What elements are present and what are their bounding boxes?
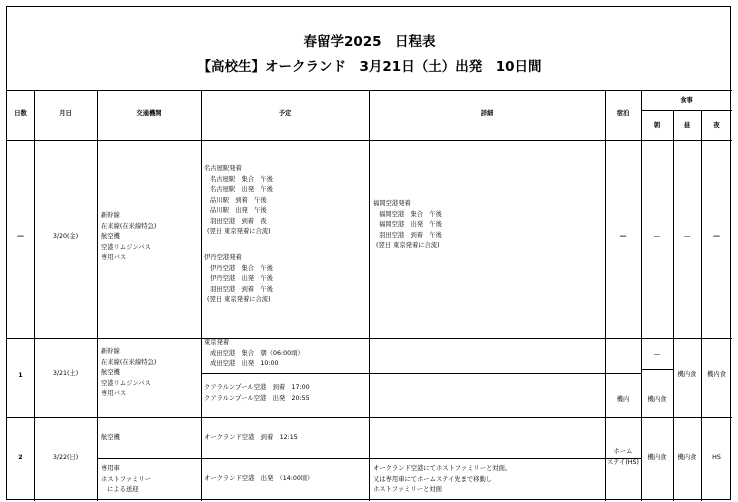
header-schedule: 予定 xyxy=(278,110,292,117)
transport-item: 専用バス xyxy=(101,390,127,397)
schedule-line: 名古屋駅発着 xyxy=(204,165,242,172)
col-rule xyxy=(369,90,370,501)
details-line: オークランド空港にてホストファミリーと対面。 xyxy=(373,465,512,472)
meal-subheader-rule xyxy=(641,110,732,111)
schedule-tokyo xyxy=(204,338,304,370)
row-lunch: ― xyxy=(683,233,691,240)
schedule-line: 品川駅 到着 午後 xyxy=(210,196,267,204)
transport-item: 航空機 xyxy=(101,369,120,376)
header-breakfast: 朝 xyxy=(653,122,661,129)
row-dinner: 機内食 xyxy=(707,371,726,378)
col-rule xyxy=(641,90,642,501)
details-line: ホストファミリーと対面 xyxy=(373,486,442,493)
col-rule xyxy=(701,110,702,501)
col-rule xyxy=(97,90,98,501)
header-dinner: 夜 xyxy=(713,122,720,129)
page-subtitle: 【高校生】オークランド 3月21日（土）出発 10日間 xyxy=(197,59,542,75)
schedule-line: 品川駅 出発 午後 xyxy=(210,207,267,214)
transport-item: 専用車 xyxy=(101,465,120,472)
schedule-line: 羽田空港 到着 午後 xyxy=(210,285,273,293)
row-day: ― xyxy=(17,233,24,240)
transport-item: による送迎 xyxy=(107,486,139,493)
row-lunch: 機内食 xyxy=(677,371,697,378)
transport-item: ホストファミリー xyxy=(101,475,152,483)
details-hostfamily xyxy=(373,464,511,496)
transport-item: 新幹線 xyxy=(101,348,120,355)
transport-item: 航空機 xyxy=(101,233,120,240)
row-transport-list xyxy=(101,211,156,264)
schedule-line: (翌日 東京発着に合流) xyxy=(207,228,271,235)
details-line: 又は専用車にてホームステイ先まで移動し xyxy=(373,475,493,483)
details-line: 羽田空港 到着 午後 xyxy=(379,231,442,239)
schedule-line: 伊丹空港 出発 午後 xyxy=(210,275,273,282)
transport-item: 空港リムジンバス xyxy=(101,243,151,251)
details-line: 福岡空港発着 xyxy=(373,200,411,207)
transport-item: 空港リムジンバス xyxy=(101,379,151,387)
row-stay: ホーム xyxy=(613,448,633,455)
schedule-line: クアラルンプール空港 出発 20:55 xyxy=(204,394,310,402)
transport-item: 航空機 xyxy=(101,434,120,441)
header-meals: 食事 xyxy=(680,97,693,104)
row-dinner: ― xyxy=(713,233,720,240)
details-line: (翌日 東京発着に合流) xyxy=(376,242,440,249)
header-details: 詳細 xyxy=(480,110,494,117)
header-date: 月日 xyxy=(59,110,72,117)
row-date: 3/20(金) xyxy=(52,233,79,240)
col-rule xyxy=(605,90,606,501)
schedule-line: 成田空港 集合 朝（06:00頃） xyxy=(210,349,304,357)
transport-item: 新幹線 xyxy=(101,212,120,219)
row-dinner: HS xyxy=(712,454,721,461)
row-sub-divider xyxy=(201,373,641,374)
schedule-line: オークランド空港 到着 12:15 xyxy=(204,434,298,441)
row-lunch: 機内食 xyxy=(677,454,697,461)
row-transport-list xyxy=(101,347,156,400)
row-stay: 機内 xyxy=(616,396,630,403)
page-title: 春留学2025 日程表 xyxy=(303,34,436,50)
schedule-line: クアラルンプール空港 到着 17:00 xyxy=(204,384,310,391)
transport-item: 専用バス xyxy=(101,254,127,261)
schedule-itami xyxy=(204,253,273,306)
header-lunch: 昼 xyxy=(683,122,691,129)
schedule-line: オークランド空港 出発 （14:00頃） xyxy=(204,475,314,482)
row-day: 2 xyxy=(18,454,23,461)
schedule-kualalumpur xyxy=(204,383,310,404)
header-day: 日数 xyxy=(14,110,27,117)
row-date: 3/22(日) xyxy=(52,454,79,461)
row-day: 1 xyxy=(18,372,23,379)
row-stay: ― xyxy=(619,233,627,240)
schedule-nagoya xyxy=(204,164,273,238)
schedule-line: (翌日 東京発着に合流) xyxy=(207,296,271,303)
row-breakfast: ― xyxy=(653,351,661,358)
row-transport-list xyxy=(101,464,151,496)
meal-sub-divider xyxy=(641,369,673,370)
row-breakfast: 機内食 xyxy=(647,454,667,461)
transport-item: 在来線(在来線特急) xyxy=(101,358,157,366)
row-stay: ステイ(HS) xyxy=(607,459,639,466)
schedule-sheet xyxy=(6,6,731,500)
details-line: 福岡空港 集合 午後 xyxy=(379,210,442,218)
details-line: 福岡空港 出発 午後 xyxy=(379,221,442,228)
details-fukuoka xyxy=(373,199,442,252)
schedule-line: 東京発着 xyxy=(204,339,230,346)
col-rule xyxy=(201,90,202,501)
col-rule xyxy=(34,90,35,501)
header-transport: 交通機関 xyxy=(136,110,162,117)
row-date: 3/21(土) xyxy=(52,370,79,377)
row-breakfast: ― xyxy=(653,233,661,240)
schedule-line: 羽田空港 到着 夜 xyxy=(210,217,267,225)
transport-item: 在来線(在来線特急) xyxy=(101,222,157,230)
schedule-line: 名古屋駅 集合 午後 xyxy=(210,175,273,183)
schedule-line: 名古屋駅 出発 午後 xyxy=(210,186,273,193)
row-breakfast: 機内食 xyxy=(647,396,667,403)
header-stay: 宿泊 xyxy=(616,110,630,117)
schedule-line: 伊丹空港 集合 午後 xyxy=(210,264,273,272)
schedule-line: 伊丹空港発着 xyxy=(204,254,242,261)
schedule-line: 成田空港 出発 10:00 xyxy=(210,360,279,367)
col-rule xyxy=(673,110,674,501)
